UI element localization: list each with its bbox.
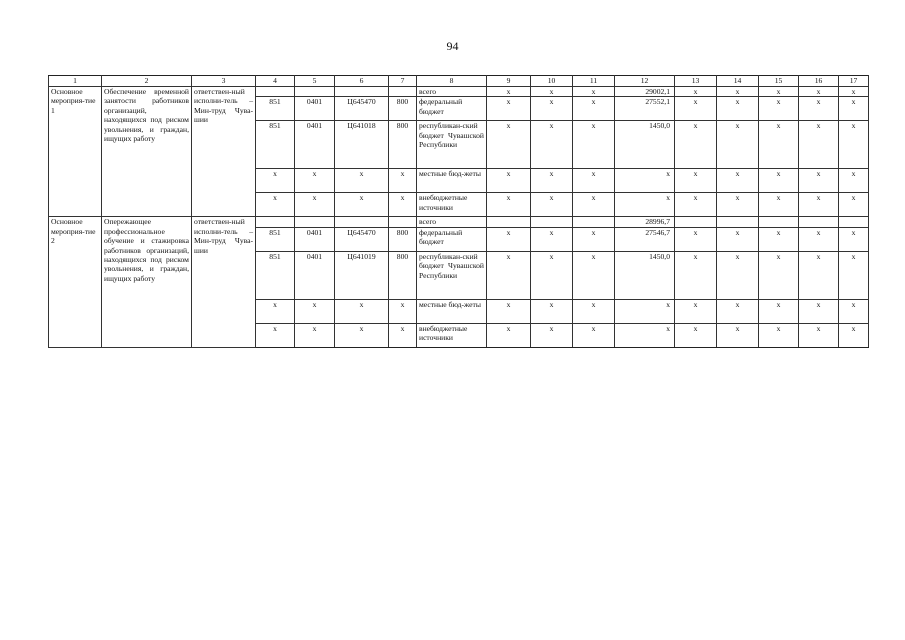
cell-c13: х: [675, 227, 717, 251]
cell-c10: [531, 217, 573, 227]
cell-c10: х: [531, 87, 573, 97]
cell-c11: х: [573, 251, 615, 299]
cell-c15: х: [759, 323, 799, 347]
cell-c4: 851: [256, 97, 295, 121]
cell-c10: х: [531, 227, 573, 251]
header-row: [49, 76, 869, 87]
cell-c16: [799, 217, 839, 227]
cell-c5: 0401: [295, 251, 335, 299]
column-header: 7: [389, 76, 417, 87]
funding-source-cell: внебюджетные источники: [417, 323, 487, 347]
cell-c4: х: [256, 323, 295, 347]
column-header: 15: [759, 76, 799, 87]
cell-c16: х: [799, 323, 839, 347]
column-header: 5: [295, 76, 335, 87]
cell-c7: 800: [389, 97, 417, 121]
column-header: 9: [487, 76, 531, 87]
cell-c14: х: [717, 251, 759, 299]
funding-source-cell: внебюджетные источники: [417, 193, 487, 217]
cell-c15: х: [759, 97, 799, 121]
event-description-cell: Обеспечение временной занятости работников организаций, находящихся под риском увольнения, и граждан, ищущих работу: [102, 87, 192, 217]
amount-cell: 27552,1: [615, 97, 675, 121]
cell-c5: 0401: [295, 121, 335, 169]
column-header: 8: [417, 76, 487, 87]
cell-c11: х: [573, 193, 615, 217]
event-description-cell: Опережающее профессиональное обучение и стажировка работников организаций, находящихся под риском увольнения, и граждан, ищущих работу: [102, 217, 192, 347]
cell-c7: 800: [389, 251, 417, 299]
cell-c15: х: [759, 193, 799, 217]
cell-c4: [256, 217, 295, 227]
cell-c7: [389, 217, 417, 227]
cell-c5: 0401: [295, 97, 335, 121]
cell-c10: х: [531, 121, 573, 169]
cell-c16: х: [799, 87, 839, 97]
cell-c6: х: [335, 299, 389, 323]
cell-c11: х: [573, 169, 615, 193]
column-header: 2: [102, 76, 192, 87]
table-body: [49, 87, 869, 348]
cell-c13: х: [675, 323, 717, 347]
amount-cell: 28996,7: [615, 217, 675, 227]
cell-c14: [717, 217, 759, 227]
column-header: 10: [531, 76, 573, 87]
funding-source-cell: всего: [417, 217, 487, 227]
funding-source-cell: республикан-ский бюджет Чувашской Республики: [417, 251, 487, 299]
cell-c6: Ц641018: [335, 121, 389, 169]
cell-c6: Ц645470: [335, 227, 389, 251]
cell-c4: 851: [256, 251, 295, 299]
cell-c6: х: [335, 193, 389, 217]
amount-cell: 1450,0: [615, 121, 675, 169]
amount-cell: 29002,1: [615, 87, 675, 97]
cell-c15: х: [759, 299, 799, 323]
cell-c17: [839, 217, 869, 227]
cell-c9: х: [487, 227, 531, 251]
cell-c17: х: [839, 169, 869, 193]
cell-c10: х: [531, 169, 573, 193]
cell-c11: х: [573, 87, 615, 97]
cell-c6: х: [335, 323, 389, 347]
cell-c9: х: [487, 323, 531, 347]
cell-c14: х: [717, 121, 759, 169]
cell-c15: х: [759, 87, 799, 97]
table-row: [49, 87, 869, 97]
cell-c17: х: [839, 87, 869, 97]
amount-cell: 1450,0: [615, 251, 675, 299]
cell-c16: х: [799, 251, 839, 299]
cell-c16: х: [799, 193, 839, 217]
cell-c15: х: [759, 251, 799, 299]
cell-c13: х: [675, 193, 717, 217]
cell-c9: х: [487, 97, 531, 121]
cell-c14: х: [717, 323, 759, 347]
amount-cell: х: [615, 299, 675, 323]
cell-c7: 800: [389, 227, 417, 251]
cell-c13: х: [675, 121, 717, 169]
funding-source-cell: федеральный бюджет: [417, 227, 487, 251]
cell-c11: х: [573, 227, 615, 251]
cell-c15: х: [759, 121, 799, 169]
cell-c16: х: [799, 227, 839, 251]
column-header: 4: [256, 76, 295, 87]
cell-c13: х: [675, 251, 717, 299]
funding-source-cell: местные бюд-жеты: [417, 169, 487, 193]
cell-c7: х: [389, 193, 417, 217]
cell-c6: Ц641019: [335, 251, 389, 299]
funding-source-cell: республикан-ский бюджет Чувашской Республики: [417, 121, 487, 169]
event-name-cell: Основное мероприя-тие 2: [49, 217, 102, 347]
cell-c17: х: [839, 193, 869, 217]
amount-cell: х: [615, 193, 675, 217]
cell-c7: х: [389, 299, 417, 323]
cell-c15: х: [759, 227, 799, 251]
cell-c5: [295, 87, 335, 97]
cell-c17: х: [839, 227, 869, 251]
cell-c4: 851: [256, 227, 295, 251]
cell-c6: [335, 217, 389, 227]
cell-c14: х: [717, 227, 759, 251]
cell-c13: х: [675, 87, 717, 97]
executor-cell: ответствен-ный исполни-тель – Мин-труд Чува-шии: [192, 217, 256, 347]
column-header: 16: [799, 76, 839, 87]
cell-c9: х: [487, 251, 531, 299]
cell-c4: х: [256, 193, 295, 217]
cell-c17: х: [839, 97, 869, 121]
cell-c10: х: [531, 97, 573, 121]
cell-c13: [675, 217, 717, 227]
cell-c14: х: [717, 87, 759, 97]
cell-c14: х: [717, 97, 759, 121]
funding-source-cell: всего: [417, 87, 487, 97]
cell-c4: х: [256, 169, 295, 193]
cell-c9: х: [487, 121, 531, 169]
cell-c13: х: [675, 169, 717, 193]
amount-cell: 27546,7: [615, 227, 675, 251]
column-header: 12: [615, 76, 675, 87]
cell-c4: [256, 87, 295, 97]
cell-c14: х: [717, 169, 759, 193]
amount-cell: х: [615, 169, 675, 193]
cell-c9: [487, 217, 531, 227]
cell-c10: х: [531, 323, 573, 347]
cell-c16: х: [799, 299, 839, 323]
cell-c6: Ц645470: [335, 97, 389, 121]
cell-c16: х: [799, 121, 839, 169]
cell-c4: х: [256, 299, 295, 323]
cell-c17: х: [839, 299, 869, 323]
column-header: 3: [192, 76, 256, 87]
cell-c5: х: [295, 323, 335, 347]
funding-source-cell: федеральный бюджет: [417, 97, 487, 121]
cell-c6: х: [335, 169, 389, 193]
column-header: 17: [839, 76, 869, 87]
cell-c15: [759, 217, 799, 227]
column-header: 13: [675, 76, 717, 87]
cell-c5: [295, 217, 335, 227]
cell-c10: х: [531, 193, 573, 217]
cell-c7: 800: [389, 121, 417, 169]
cell-c13: х: [675, 299, 717, 323]
cell-c6: [335, 87, 389, 97]
cell-c16: х: [799, 169, 839, 193]
cell-c14: х: [717, 299, 759, 323]
cell-c13: х: [675, 97, 717, 121]
executor-cell: ответствен-ный исполни-тель – Мин-труд Чува-шии: [192, 87, 256, 217]
cell-c5: 0401: [295, 227, 335, 251]
cell-c10: х: [531, 299, 573, 323]
amount-cell: х: [615, 323, 675, 347]
page-number: 94: [446, 39, 459, 53]
cell-c17: х: [839, 323, 869, 347]
table-row: [49, 217, 869, 227]
column-header: 11: [573, 76, 615, 87]
cell-c11: х: [573, 121, 615, 169]
cell-c11: х: [573, 323, 615, 347]
cell-c7: [389, 87, 417, 97]
cell-c7: х: [389, 323, 417, 347]
cell-c9: х: [487, 299, 531, 323]
cell-c4: 851: [256, 121, 295, 169]
column-header: 14: [717, 76, 759, 87]
cell-c11: х: [573, 299, 615, 323]
event-name-cell: Основное мероприя-тие 1: [49, 87, 102, 217]
cell-c9: х: [487, 87, 531, 97]
cell-c16: х: [799, 97, 839, 121]
cell-c17: х: [839, 251, 869, 299]
cell-c9: х: [487, 193, 531, 217]
cell-c5: х: [295, 299, 335, 323]
cell-c14: х: [717, 193, 759, 217]
cell-c11: х: [573, 97, 615, 121]
cell-c5: х: [295, 193, 335, 217]
cell-c7: х: [389, 169, 417, 193]
cell-c17: х: [839, 121, 869, 169]
cell-c15: х: [759, 169, 799, 193]
cell-c11: [573, 217, 615, 227]
budget-table: [48, 75, 869, 348]
column-header: 6: [335, 76, 389, 87]
funding-source-cell: местные бюд-жеты: [417, 299, 487, 323]
cell-c9: х: [487, 169, 531, 193]
cell-c10: х: [531, 251, 573, 299]
cell-c5: х: [295, 169, 335, 193]
column-header: 1: [49, 76, 102, 87]
